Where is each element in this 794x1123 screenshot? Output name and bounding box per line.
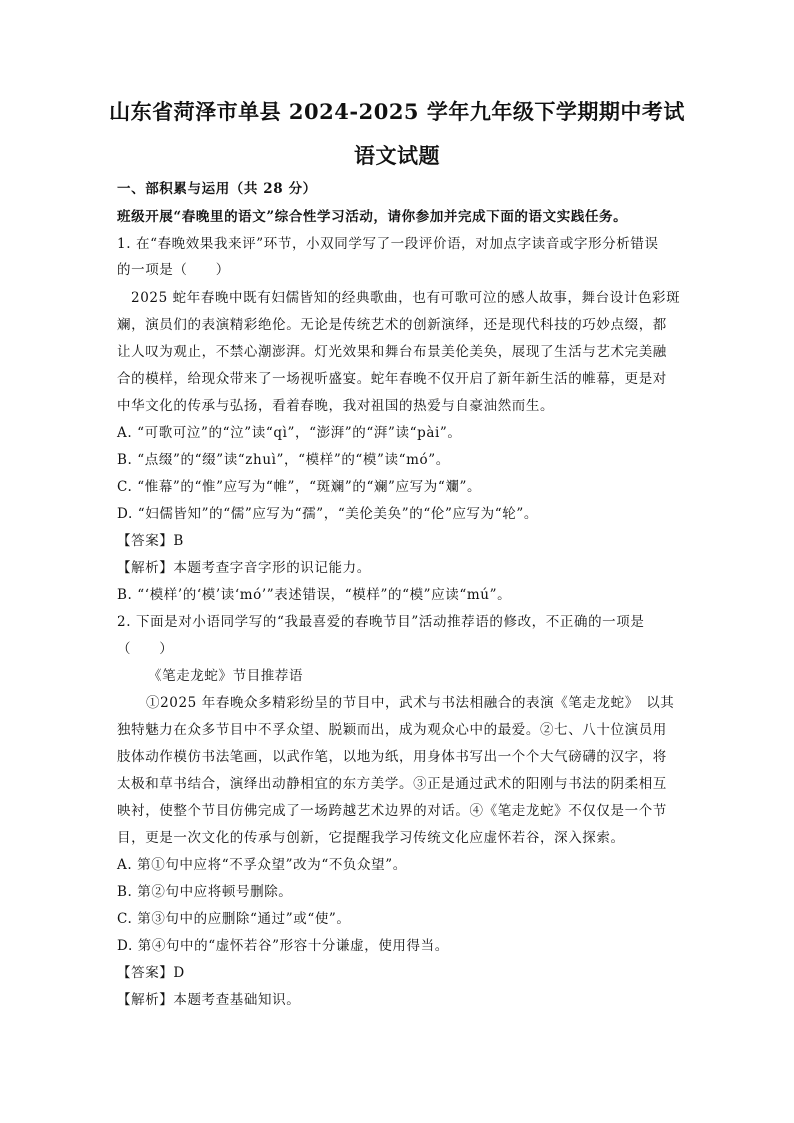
question-2-option-b: B. 第②句中应将顿号删除。	[117, 884, 293, 900]
section-heading: 一、部积累与运用（共 28 分）	[117, 181, 317, 197]
question-2-stem: 2. 下面是对小语同学写的“我最喜爱的春晚节目”活动推荐语的修改，不正确的一项是	[117, 614, 645, 630]
question-2-subtitle: 《笔走龙蛇》节目推荐语	[148, 668, 304, 684]
question-2-passage-line: 映衬，使整个节目仿佛完成了一场跨越艺术边界的对话。④《笔走龙蛇》不仅仅是一个节	[117, 803, 667, 819]
question-1-option-b: B. “点缀”的“缀”读“zhuì”，“模样”的“模”读“mó”。	[117, 452, 450, 468]
section-intro: 班级开展“春晚里的语文”综合性学习活动，请你参加并完成下面的语文实践任务。	[117, 209, 628, 225]
question-2-option-d: D. 第④句中的“虚怀若谷”形容十分谦虚，使用得当。	[117, 938, 449, 954]
question-2-passage-line: 目，更是一次文化的传承与创新，它提醒我学习传统文化应虚怀若谷，深入探索。	[117, 830, 625, 846]
question-1-passage-line: 合的模样，给现众带来了一场视听盛宴。蛇年春晚不仅开启了新年新生活的帷幕，更是对	[117, 371, 667, 387]
question-2-answer: 【答案】D	[117, 965, 185, 981]
question-2-option-c: C. 第③句中的应删除“通过”或“使”。	[117, 911, 351, 927]
question-2-passage-line: 肢体动作模仿书法笔画，以武作笔，以地为纸，用身体书写出一个个大气磅礴的汉字，将	[117, 749, 667, 765]
question-2-stem-cont: （ ）	[117, 641, 174, 657]
question-1-stem: 1. 在“春晚效果我来评”环节，小双同学写了一段评价语，对加点字读音或字形分析错误	[117, 236, 659, 252]
exam-title: 山东省菏泽市单县 2024-2025 学年九年级下学期期中考试	[109, 99, 685, 124]
question-1-stem-cont: 的一项是（ ）	[117, 262, 230, 278]
question-2-passage-line: 独特魅力在众多节目中不孚众望、脱颖而出，成为观众心中的最爱。②七、八十位演员用	[117, 722, 667, 738]
exam-subtitle: 语文试题	[354, 143, 440, 168]
question-2-passage-line: 太极和草书结合，演绎出动静相宜的东方美学。③正是通过武术的阳刚与书法的阴柔相互	[117, 776, 667, 792]
question-1-option-a: A. “可歌可泣”的“泣”读“qì”，“澎湃”的“湃”读“pài”。	[117, 425, 462, 441]
question-2-analysis: 【解析】本题考查基础知识。	[117, 992, 301, 1008]
question-1-passage-line: 2025 蛇年春晚中既有妇儒皆知的经典歌曲，也有可歌可泣的感人故事，舞台设计色彩斑	[131, 290, 681, 306]
question-2-option-a: A. 第①句中应将“不孚众望”改为“不负众望”。	[117, 857, 407, 873]
question-1-answer: 【答案】B	[117, 533, 184, 549]
question-1-passage-line: 斓，演员们的表演精彩绝伦。无论是传统艺术的创新演绎，还是现代科技的巧妙点缀，都	[117, 317, 667, 333]
question-2-passage-line: ①2025 年春晚众多精彩纷呈的节目中，武术与书法相融合的表演《笔走龙蛇》 以其	[146, 695, 675, 711]
question-1-analysis: 【解析】本题考查字音字形的识记能力。	[117, 560, 371, 576]
question-1-option-d: D. “妇儒皆知”的“儒”应写为“孺”，“美伦美奂”的“伦”应写为“轮”。	[117, 506, 538, 522]
question-1-passage-line: 中华文化的传承与弘扬，看着春晚，我对祖国的热爱与自豪油然而生。	[117, 398, 555, 414]
question-1-option-c: C. “惟幕”的“惟”应写为“帷”，“斑斓”的“斓”应写为“斕”。	[117, 479, 482, 495]
question-1-analysis-detail: B. “‘模样’的‘模’读‘mó’”表述错误，“模样”的“模”应读“mú”。	[117, 587, 512, 603]
question-1-passage-line: 让人叹为观止，不禁心潮澎湃。灯光效果和舞台布景美伦美奂，展现了生活与艺术完美融	[117, 344, 667, 360]
